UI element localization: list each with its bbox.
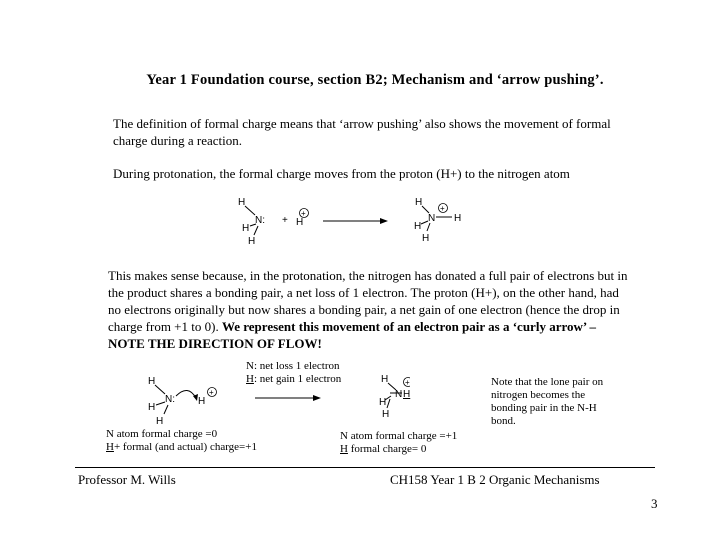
footer-divider [75,467,655,468]
right-caption-h: H formal charge= 0 [340,443,427,455]
reaction-arrow-icon [323,218,388,224]
arrow-label [246,360,341,386]
paragraph-explanation [108,267,628,352]
svg-text:+: + [301,209,306,218]
svg-text:N:: N: [255,215,265,226]
footer-course: CH158 Year 1 B 2 Organic Mechanisms [390,472,600,487]
paragraph-protonation: During protonation, the formal charge moves from the proton (H+) to the nitrogen atom [113,166,570,181]
svg-text:H: H [148,402,156,413]
svg-text:H: H [414,221,422,232]
reaction-arrow-icon [255,395,321,401]
left-caption [106,428,257,454]
ammonium-molecule [414,197,461,244]
curly-arrow-icon [176,390,196,398]
svg-text:H: H [382,409,390,420]
product-molecule [375,372,435,432]
svg-text:H: H [381,374,389,385]
svg-text:N: N [428,213,436,224]
svg-text:H: H [198,396,206,407]
svg-text:H: H [379,397,387,408]
left-caption-n: N atom formal charge =0 [106,428,218,440]
svg-text:H: H [248,236,256,247]
svg-text:H: H [296,217,304,228]
left-caption-h: H+ formal (and actual) charge=+1 [106,441,257,453]
ammonia-molecule [238,197,265,247]
plus-sign: + [282,215,288,226]
footer-author: Professor M. Wills [78,472,176,487]
svg-text:H: H [454,213,462,224]
explanation-emphasis: We represent this movement of an electron pair as a ‘curly arrow’ – NOTE THE DIRECTION OF FLOW! [108,319,597,351]
svg-text:H: H [238,197,246,208]
svg-text:H: H [156,416,164,427]
svg-text:+: + [440,204,445,213]
svg-text:N: N [395,389,403,400]
svg-text:H: H [148,376,156,387]
ammonia-with-curly-arrow [148,376,217,427]
svg-text:+: + [405,378,410,387]
arrow-label-n: N: net loss 1 electron [246,360,340,372]
svg-text:H: H [415,197,423,208]
svg-text:N:: N: [165,394,175,405]
right-caption [340,430,457,456]
page-number: 3 [651,496,658,511]
svg-text:H: H [422,233,430,244]
svg-text:H: H [242,223,250,234]
svg-text:+: + [209,388,214,397]
paragraph-formal-charge: The definition of formal charge means that ‘arrow pushing’ also shows the movement of formal charge during a reaction. [113,116,611,148]
arrow-label-h: H: net gain 1 electron [246,373,342,385]
slide-title: Year 1 Foundation course, section B2; Mechanism and ‘arrow pushing’. [146,72,604,88]
explanation-text: This makes sense because, in the protonation, the nitrogen has donated a full pair of electrons but in the product shares a bonding pair, a net loss of 1 electron. The proton (H+), on the other hand, had no electrons originally but now shares a bonding pair, a net gain of one electron (hence the drop in charge from +1 to 0). [108,268,628,334]
protonation-scheme [230,193,480,248]
proton [296,209,309,229]
svg-text:H: H [403,389,411,400]
note-text: Note that the lone pair on nitrogen becomes the bonding pair in the N-H bond. [491,376,604,427]
right-caption-n: N atom formal charge =+1 [340,430,458,442]
